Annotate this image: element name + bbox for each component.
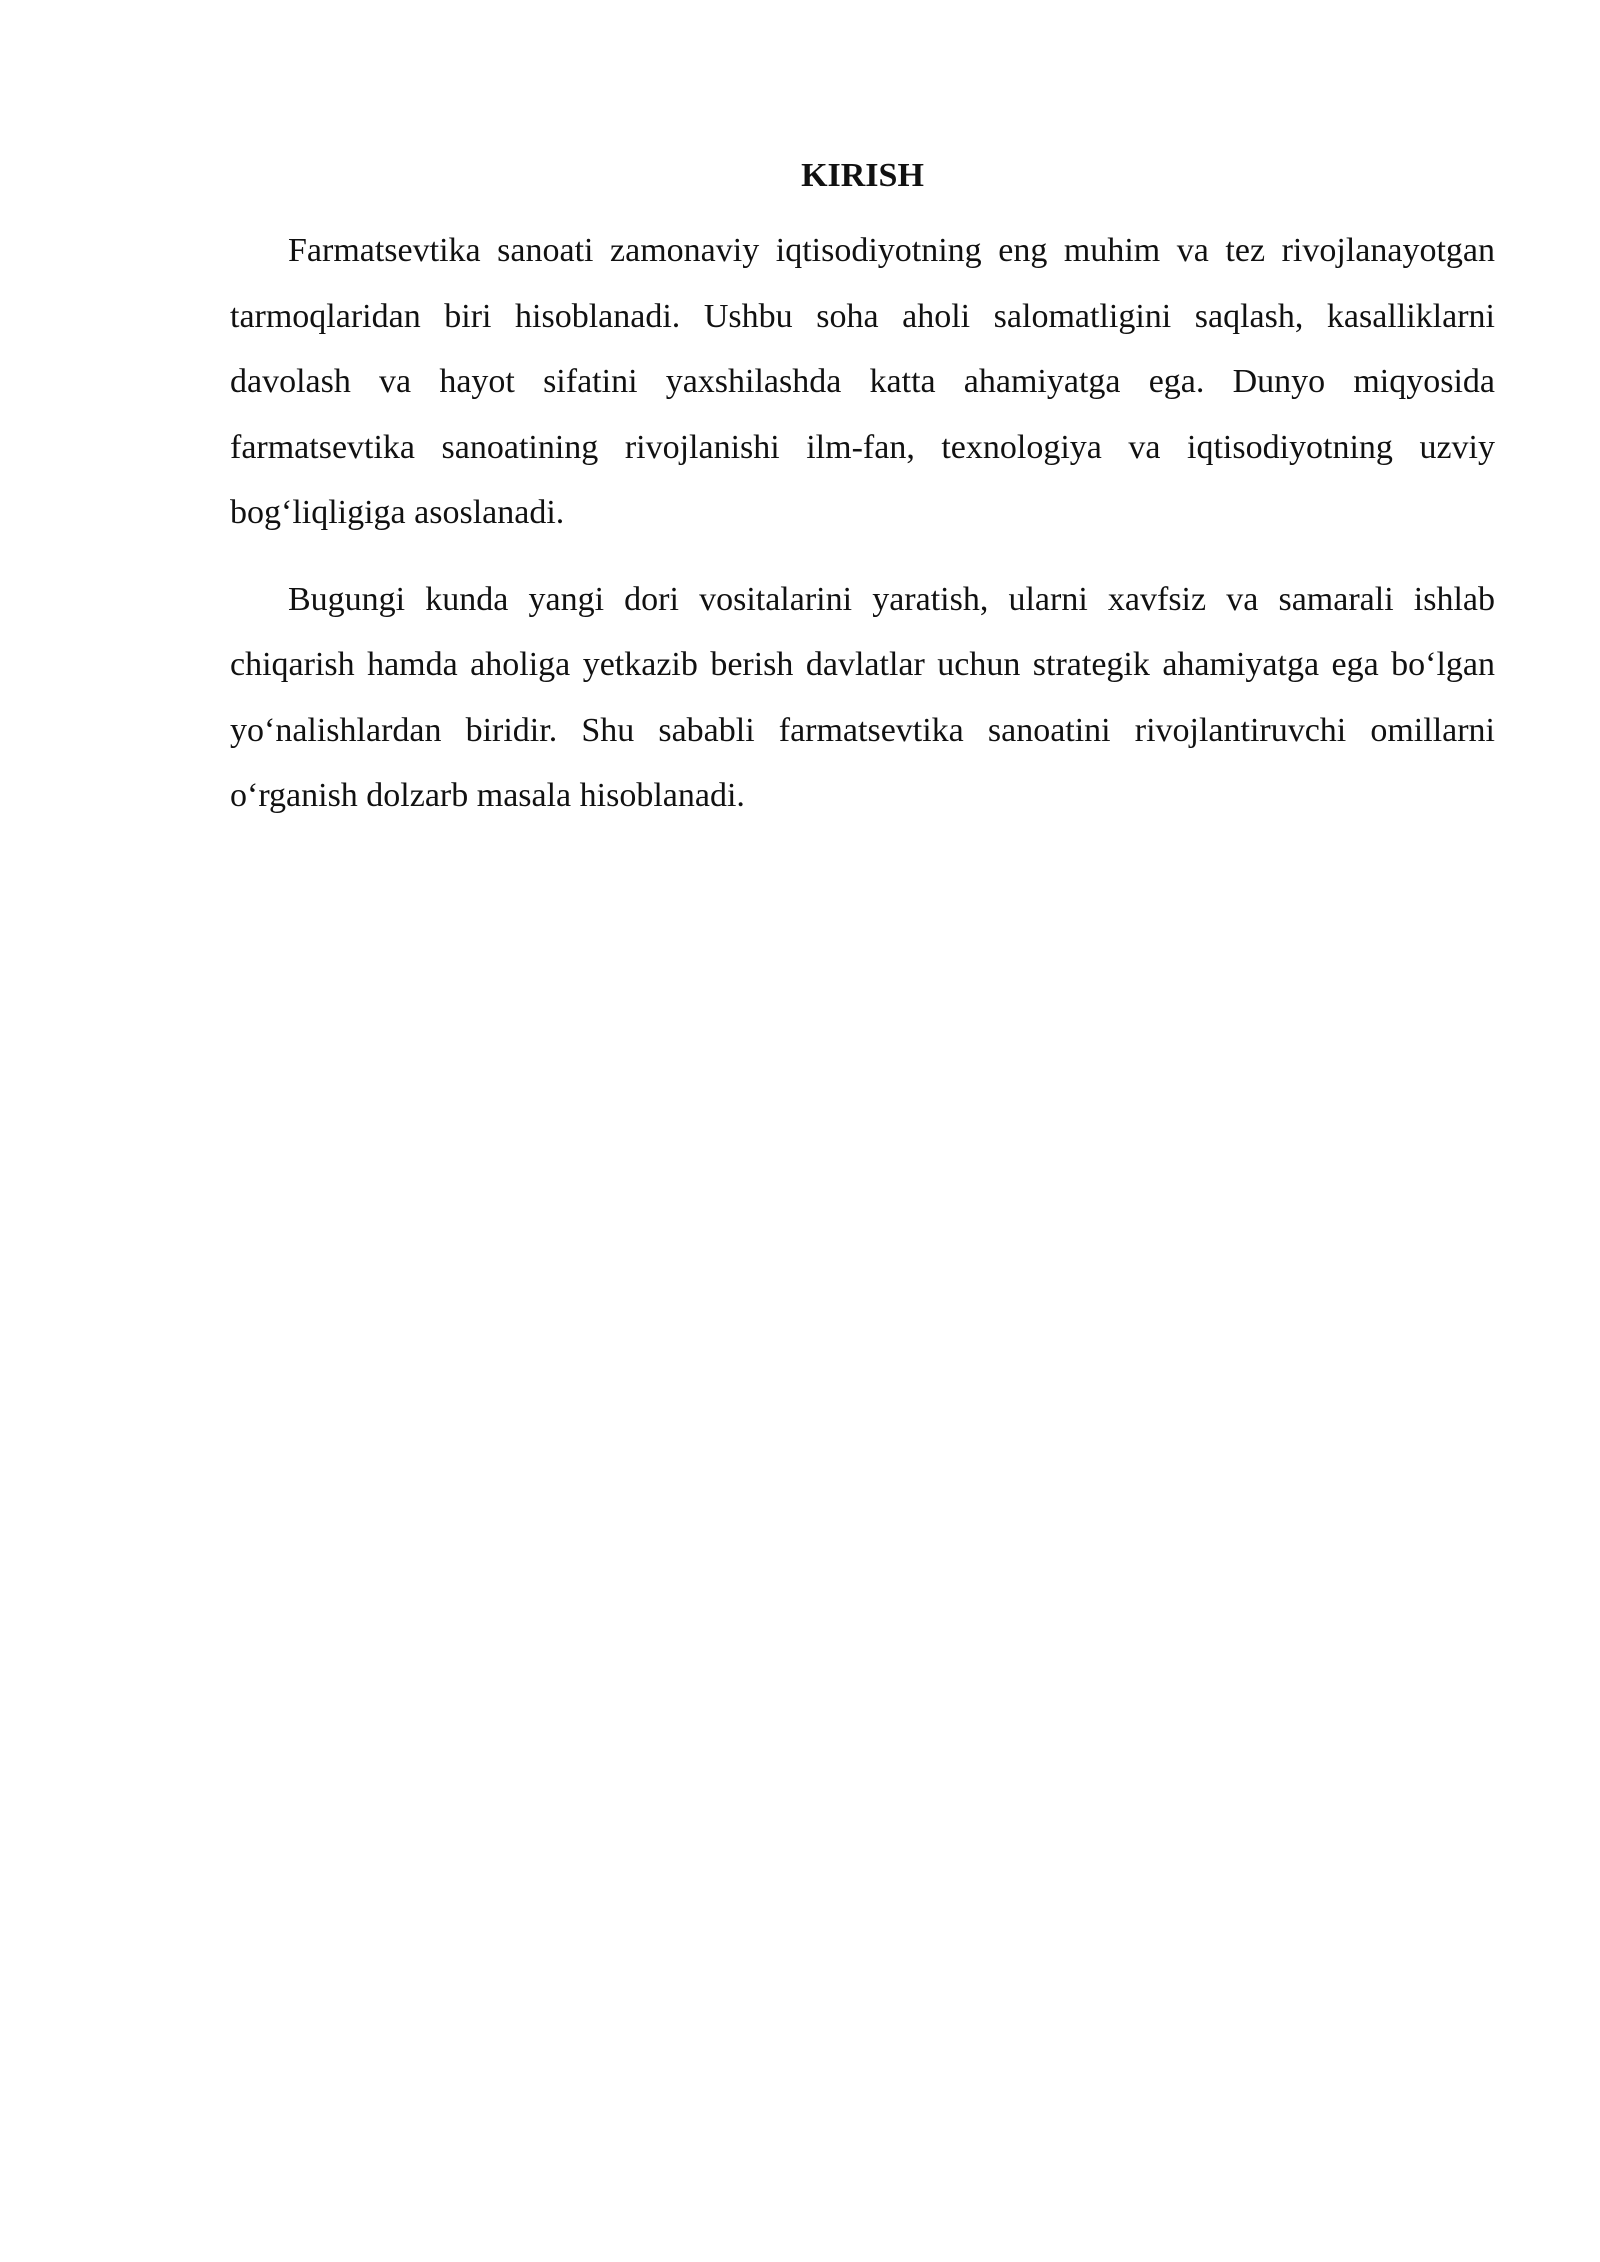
paragraph-1: Farmatsevtika sanoati zamonaviy iqtisodiyotning eng muhim va tez rivojlanayotgan tarmoqlaridan biri hisoblanadi. Ushbu soha aholi salomatligini saqlash, kasalliklarni davolash va hayot sifatini yaxshilashda katta ahamiyatga ega. Dunyo miqyosida farmatsevtika sanoatining rivojlanishi ilm-fan, texnologiya va iqtisodiyotning uzviy bog‘liqligiga asoslanadi. — [230, 232, 1495, 531]
paragraph-2: Bugungi kunda yangi dori vositalarini yaratish, ularni xavfsiz va samarali ishlab chiqarish hamda aholiga yetkazib berish davlatlar uchun strategik ahamiyatga ega bo‘lgan yo‘nalishlardan biridir. Shu sababli farmatsevtika sanoatini rivojlantiruvchi omillarni o‘rganish dolzarb masala hisoblanadi. — [230, 580, 1495, 814]
section-title: KIRISH — [801, 157, 924, 194]
document-body — [230, 148, 1495, 850]
